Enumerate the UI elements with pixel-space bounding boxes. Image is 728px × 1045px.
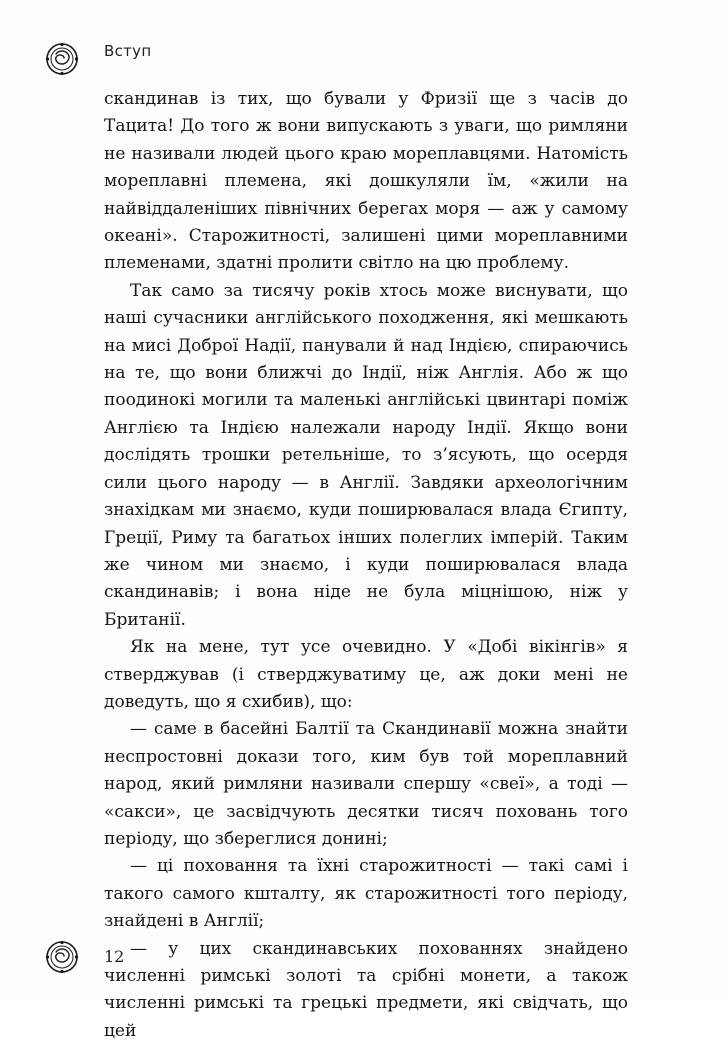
paragraph: Так само за тисячу років хтось може виснувати, що наші сучасники англійського походження, які мешкають на мисі Доброї Надії, панували й над Індією, спираючись на те, що вони ближчі до Індії, ніж Англія. Або ж що поодинокі могили та маленькі англійські цвинтарі поміж Англією та Індією належали народу Індії. Якщо вони дослідять трошки ретельніше, то з’ясують, що осердя сили цього народу — в Англії. Завдяки археологічним знахідкам ми знаємо, куди поширювалася влада Єгипту, Греції, Риму та багатьох інших полеглих імперій. Таким же чином ми знаємо, і куди поширювалася влада скандинавів; і вона ніде не була міцнішою, ніж у Британії. <box>104 280 628 630</box>
ornament-icon <box>45 940 79 974</box>
list-paragraph: — ці поховання та їхні старожитності — такі самі і такого самого кшталту, як старожитності того періоду, знайдені в Англії; <box>104 856 628 932</box>
paragraph: Як на мене, тут усе очевидно. У «Добі вікінгів» я стверджував (і стверджуватиму це, аж доки мені не доведуть, що я схибив), що: <box>104 637 628 712</box>
paragraph: скандинав із тих, що бували у Фризії ще з часів до Тацита! До того ж вони випускають з уваги, що римляни не називали людей цього краю мореплавцями. Натомість мореплавні племена, які дошкуляли їм, «жили на найвіддаленіших північних берегах моря — аж у самому океані». Старожитності, залишені цими мореплавними племенами, здатні пролити світло на цю проблему. <box>104 89 628 274</box>
page-number: 12 <box>104 947 125 966</box>
body-text <box>104 86 628 1045</box>
list-paragraph: — саме в басейні Балтії та Скандинавії можна знайти неспростовні докази того, ким був той мореплавний народ, який римляни називали спершу «свеї», а тоді — «сакси», це засвідчують десятки тисяч поховань того періоду, що збереглися донині; <box>104 719 628 849</box>
ornament-icon <box>45 42 79 76</box>
list-paragraph: — у цих скандинавських похованнях знайдено численні римські золоті та срібні монети, а також численні римські та грецькі предмети, які свідчать, що цей <box>104 938 628 1041</box>
running-head: Вступ <box>104 42 152 60</box>
